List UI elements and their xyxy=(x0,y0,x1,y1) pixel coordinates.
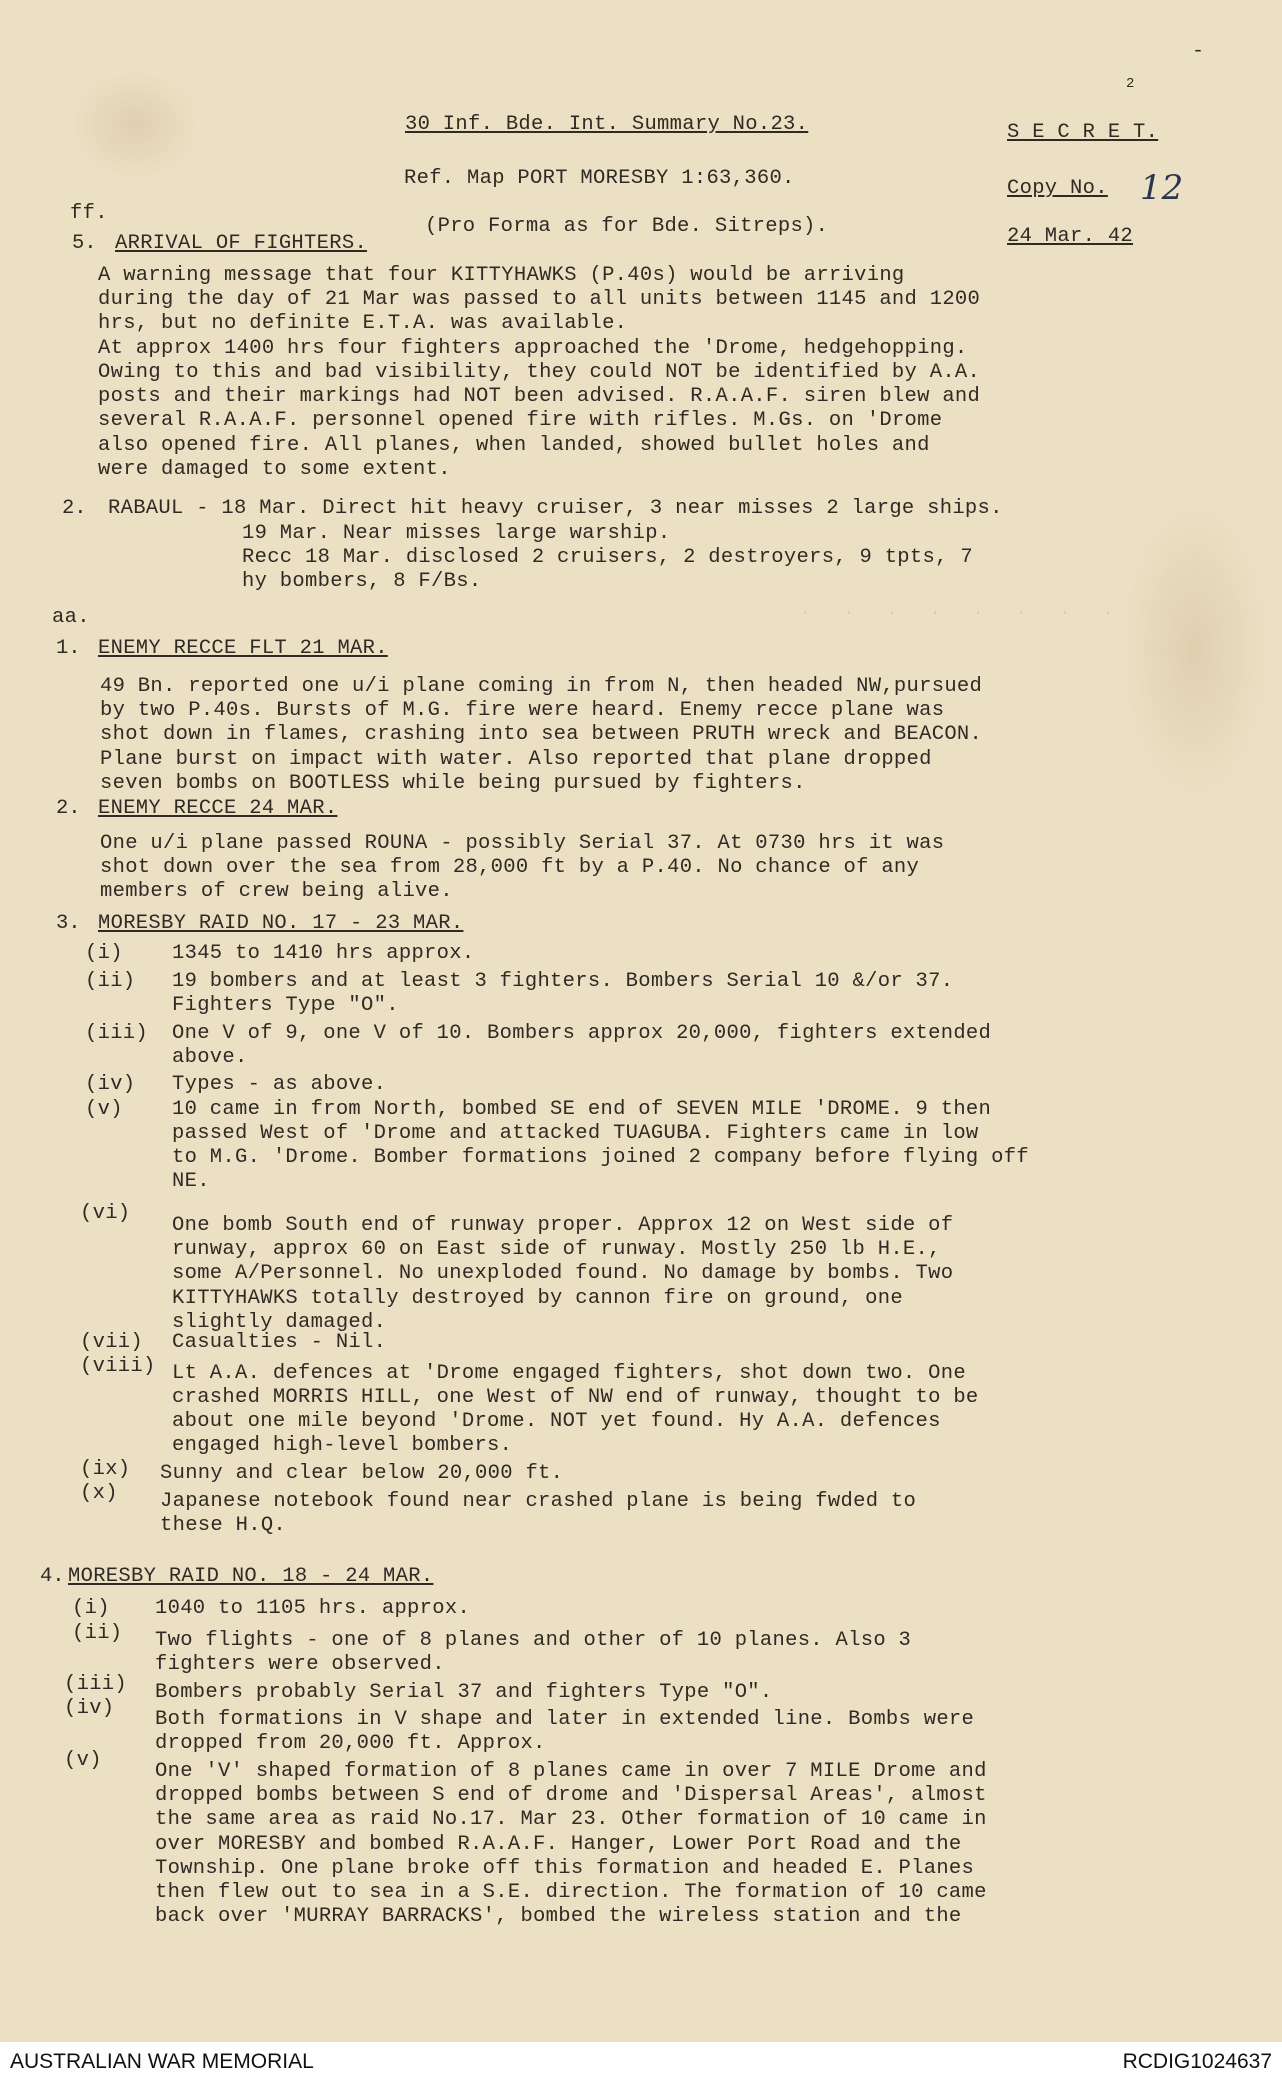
archive-footer xyxy=(0,2042,1282,2082)
item-label: (iv) xyxy=(85,1073,136,1096)
text-line: One bomb South end of runway proper. Approx 12 on West side of xyxy=(172,1214,954,1237)
text-line: dropped from 20,000 ft. Approx. xyxy=(155,1732,546,1755)
text-line: the same area as raid No.17. Mar 23. Other formation of 10 came in xyxy=(155,1808,987,1831)
text-line: Township. One plane broke off this formation and headed E. Planes xyxy=(155,1857,975,1880)
text-line: Recc 18 Mar. disclosed 2 cruisers, 2 destroyers, 9 tpts, 7 xyxy=(242,546,973,569)
text-line: crashed MORRIS HILL, one West of NW end of runway, thought to be xyxy=(172,1386,979,1409)
text-line: Casualties - Nil. xyxy=(172,1331,387,1354)
text-line: 1345 to 1410 hrs approx. xyxy=(172,942,475,965)
text-line: One 'V' shaped formation of 8 planes came in over 7 MILE Drome and xyxy=(155,1760,987,1783)
text-line: Lt A.A. defences at 'Drome engaged fighters, shot down two. One xyxy=(172,1362,966,1385)
item-label: (ix) xyxy=(80,1458,131,1481)
text-line: hy bombers, 8 F/Bs. xyxy=(242,570,482,593)
text-line: 19 Mar. Near misses large warship. xyxy=(242,522,671,545)
section-heading-recce-21: ENEMY RECCE FLT 21 MAR. xyxy=(98,637,388,660)
item-label: (ii) xyxy=(85,970,136,993)
section-number: 3. xyxy=(56,912,81,935)
item-label: (iii) xyxy=(64,1673,128,1696)
section-heading-recce-24: ENEMY RECCE 24 MAR. xyxy=(98,797,338,820)
document-date: 24 Mar. 42 xyxy=(1007,225,1134,248)
text-line: posts and their markings had NOT been advised. R.A.A.F. siren blew and xyxy=(98,385,981,408)
text-line: passed West of 'Drome and attacked TUAGUBA. Fighters came in low xyxy=(172,1122,979,1145)
text-line: Plane burst on impact with water. Also reported that plane dropped xyxy=(100,748,932,771)
text-line: to M.G. 'Drome. Bomber formations joined 2 company before flying off xyxy=(172,1146,1029,1169)
archive-id: RCDIG1024637 xyxy=(1122,2050,1272,2073)
item-label: (v) xyxy=(64,1749,102,1772)
item-label: (x) xyxy=(80,1482,118,1505)
paper-stain xyxy=(1120,500,1270,800)
text-line: back over 'MURRAY BARRACKS', bombed the wireless station and the xyxy=(155,1905,962,1928)
text-line: Japanese notebook found near crashed plane is being fwded to xyxy=(160,1490,917,1513)
item-label: (i) xyxy=(85,942,123,965)
section-number: 1. xyxy=(56,637,81,660)
bleed-through-text: . . . . . . . . xyxy=(800,600,1114,620)
text-line: about one mile beyond 'Drome. NOT yet found. Hy A.A. defences xyxy=(172,1410,941,1433)
text-line: 10 came in from North, bombed SE end of SEVEN MILE 'DROME. 9 then xyxy=(172,1098,992,1121)
text-line: over MORESBY and bombed R.A.A.F. Hanger, Lower Port Road and the xyxy=(155,1833,962,1856)
section-lead-rabaul: RABAUL - 18 Mar. Direct hit heavy cruiser, 3 near misses 2 large ships. xyxy=(108,497,1003,520)
text-line: hrs, but no definite E.T.A. was available. xyxy=(98,312,628,335)
page-mark: 2 xyxy=(1126,76,1135,92)
text-line: KITTYHAWKS totally destroyed by cannon fire on ground, one xyxy=(172,1287,903,1310)
text-line: A warning message that four KITTYHAWKS (P.40s) would be arriving xyxy=(98,264,905,287)
text-line: were damaged to some extent. xyxy=(98,458,451,481)
text-line: runway, approx 60 on East side of runway. Mostly 250 lb H.E., xyxy=(172,1238,941,1261)
item-label: (ii) xyxy=(72,1622,123,1645)
text-line: above. xyxy=(172,1046,248,1069)
section-heading-arrival: ARRIVAL OF FIGHTERS. xyxy=(115,232,368,255)
text-line: slightly damaged. xyxy=(172,1311,387,1334)
aa-label: aa. xyxy=(52,606,90,629)
text-line: Owing to this and bad visibility, they could NOT be identified by A.A. xyxy=(98,361,981,384)
text-line: some A/Personnel. No unexploded found. No damage by bombs. Two xyxy=(172,1262,954,1285)
document-title: 30 Inf. Bde. Int. Summary No.23. xyxy=(405,113,809,136)
text-line: these H.Q. xyxy=(160,1514,287,1537)
text-line: dropped bombs between S end of drome and 'Dispersal Areas', almost xyxy=(155,1784,987,1807)
text-line: also opened fire. All planes, when landed, showed bullet holes and xyxy=(98,434,930,457)
paper-stain xyxy=(70,70,200,180)
archive-name: AUSTRALIAN WAR MEMORIAL xyxy=(10,2050,314,2073)
text-line: One V of 9, one V of 10. Bombers approx 20,000, fighters extended xyxy=(172,1022,992,1045)
text-line: NE. xyxy=(172,1170,210,1193)
copy-number-handwritten: 12 xyxy=(1140,168,1184,208)
item-label: (vii) xyxy=(80,1331,144,1354)
text-line: during the day of 21 Mar was passed to all units between 1145 and 1200 xyxy=(98,288,981,311)
classification-label: S E C R E T. xyxy=(1007,121,1159,144)
item-label: (v) xyxy=(85,1098,123,1121)
text-line: Fighters Type "O". xyxy=(172,994,399,1017)
section-number: 4. xyxy=(40,1565,65,1588)
text-line: fighters were observed. xyxy=(155,1653,445,1676)
section-number: 2. xyxy=(56,797,81,820)
item-label: (viii) xyxy=(80,1355,156,1378)
reference-map: Ref. Map PORT MORESBY 1:63,360. xyxy=(404,167,795,190)
section-number: 2. xyxy=(62,497,87,520)
section-heading-raid-17: MORESBY RAID NO. 17 - 23 MAR. xyxy=(98,912,464,935)
text-line: seven bombs on BOOTLESS while being pursued by fighters. xyxy=(100,772,806,795)
item-label: (iii) xyxy=(85,1022,149,1045)
section-number: 5. xyxy=(72,232,97,255)
copy-number-label: Copy No. xyxy=(1007,177,1108,200)
item-label: (vi) xyxy=(80,1202,131,1225)
text-line: Sunny and clear below 20,000 ft. xyxy=(160,1462,564,1485)
text-line: One u/i plane passed ROUNA - possibly Serial 37. At 0730 hrs it was xyxy=(100,832,945,855)
item-label: (i) xyxy=(72,1597,110,1620)
ff-label: ff. xyxy=(70,202,108,225)
text-line: 49 Bn. reported one u/i plane coming in from N, then headed NW,pursued xyxy=(100,675,983,698)
pro-forma-note: (Pro Forma as for Bde. Sitreps). xyxy=(425,215,829,238)
corner-mark: - xyxy=(1192,40,1205,63)
text-line: engaged high-level bombers. xyxy=(172,1434,513,1457)
text-line: 19 bombers and at least 3 fighters. Bombers Serial 10 &/or 37. xyxy=(172,970,954,993)
text-line: Types - as above. xyxy=(172,1073,387,1096)
section-heading-raid-18: MORESBY RAID NO. 18 - 24 MAR. xyxy=(68,1565,434,1588)
text-line: shot down in flames, crashing into sea between PRUTH wreck and BEACON. xyxy=(100,723,983,746)
text-line: then flew out to sea in a S.E. direction. The formation of 10 came xyxy=(155,1881,987,1904)
item-label: (iv) xyxy=(64,1697,115,1720)
text-line: Two flights - one of 8 planes and other of 10 planes. Also 3 xyxy=(155,1629,912,1652)
text-line: shot down over the sea from 28,000 ft by a P.40. No chance of any xyxy=(100,856,920,879)
text-line: 1040 to 1105 hrs. approx. xyxy=(155,1597,471,1620)
text-line: At approx 1400 hrs four fighters approached the 'Drome, hedgehopping. xyxy=(98,337,968,360)
text-line: Bombers probably Serial 37 and fighters Type "O". xyxy=(155,1681,773,1704)
text-line: members of crew being alive. xyxy=(100,880,453,903)
text-line: by two P.40s. Bursts of M.G. fire were heard. Enemy recce plane was xyxy=(100,699,945,722)
text-line: several R.A.A.F. personnel opened fire with rifles. M.Gs. on 'Drome xyxy=(98,409,943,432)
text-line: Both formations in V shape and later in extended line. Bombs were xyxy=(155,1708,975,1731)
